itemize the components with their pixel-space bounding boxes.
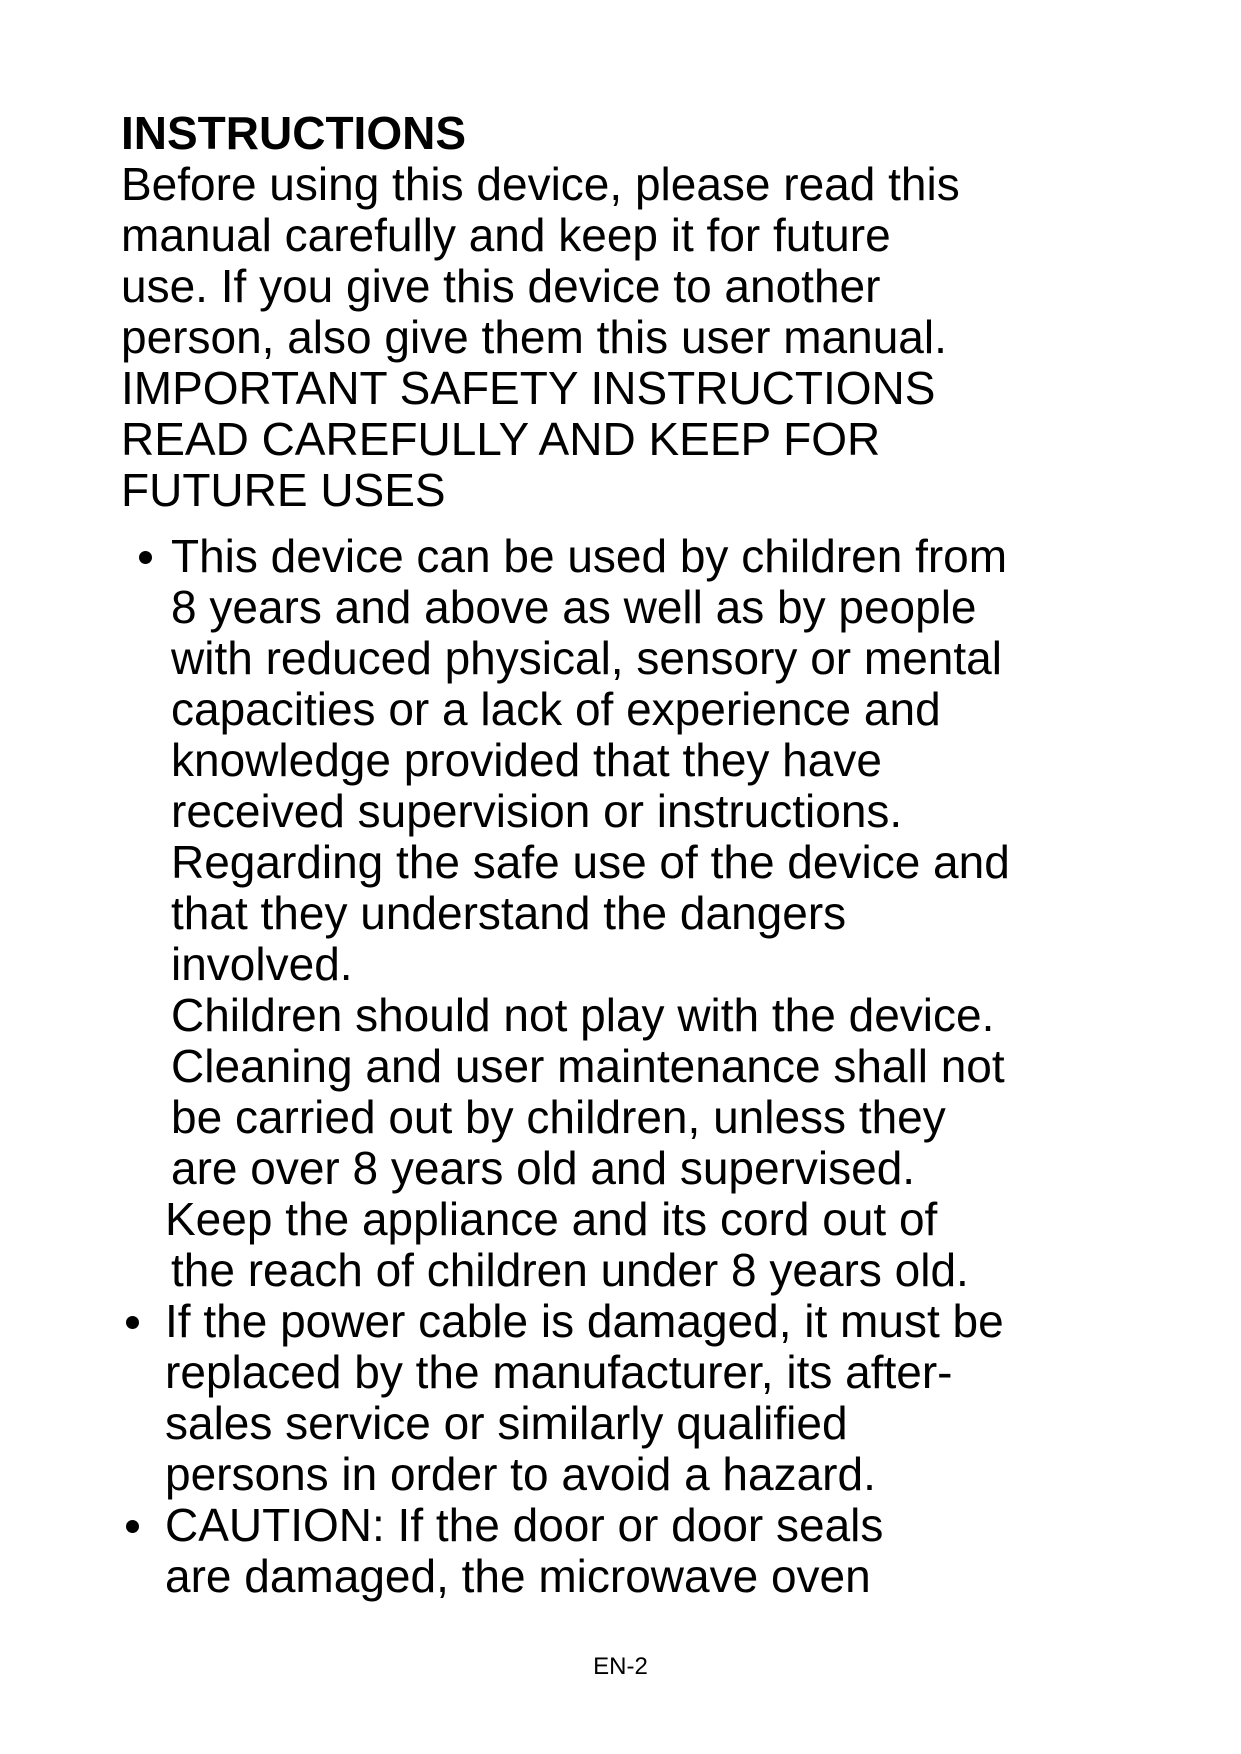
bullet-icon — [126, 1316, 139, 1329]
bullet-2-line: If the power cable is damaged, it must be — [165, 1295, 1004, 1347]
intro-line: manual carefully and keep it for future — [121, 209, 891, 261]
bullet-icon — [139, 551, 152, 564]
safety-notice-line: FUTURE USES — [121, 464, 446, 516]
bullet-1-line: Cleaning and user maintenance shall not — [171, 1040, 1005, 1092]
bullet-1-line: received supervision or instructions. — [171, 785, 903, 837]
bullet-1-line: knowledge provided that they have — [171, 734, 882, 786]
bullet-1-line: 8 years and above as well as by people — [171, 581, 977, 633]
bullet-1-line: Keep the appliance and its cord out of — [165, 1193, 938, 1245]
bullet-1-line: that they understand the dangers — [171, 887, 847, 939]
bullet-1-line: the reach of children under 8 years old. — [171, 1244, 969, 1296]
bullet-3-line: are damaged, the microwave oven — [165, 1550, 871, 1602]
bullet-1-line: with reduced physical, sensory or mental — [171, 632, 1002, 684]
bullet-2-line: replaced by the manufacturer, its after- — [165, 1346, 953, 1398]
bullet-1-line: be carried out by children, unless they — [171, 1091, 946, 1143]
bullet-1-line: This device can be used by children from — [171, 530, 1008, 582]
bullet-1-line: capacities or a lack of experience and — [171, 683, 941, 735]
bullet-3-line: CAUTION: If the door or door seals — [165, 1499, 884, 1551]
safety-notice-line: READ CAREFULLY AND KEEP FOR — [121, 413, 881, 465]
page-title: INSTRUCTIONS — [121, 107, 466, 159]
bullet-1-line: are over 8 years old and supervised. — [171, 1142, 916, 1194]
bullet-1-line: Children should not play with the device. — [171, 989, 995, 1041]
intro-line: Before using this device, please read this — [121, 158, 960, 210]
bullet-1-line: Regarding the safe use of the device and — [171, 836, 1010, 888]
safety-notice-line: IMPORTANT SAFETY INSTRUCTIONS — [121, 362, 936, 414]
bullet-2-line: persons in order to avoid a hazard. — [165, 1448, 876, 1500]
bullet-icon — [126, 1520, 139, 1533]
intro-line: use. If you give this device to another — [121, 260, 881, 312]
bullet-1-line: involved. — [171, 938, 353, 990]
intro-line: person, also give them this user manual. — [121, 311, 947, 363]
bullet-2-line: sales service or similarly qualified — [165, 1397, 848, 1449]
page-number: EN-2 — [593, 1653, 648, 1680]
